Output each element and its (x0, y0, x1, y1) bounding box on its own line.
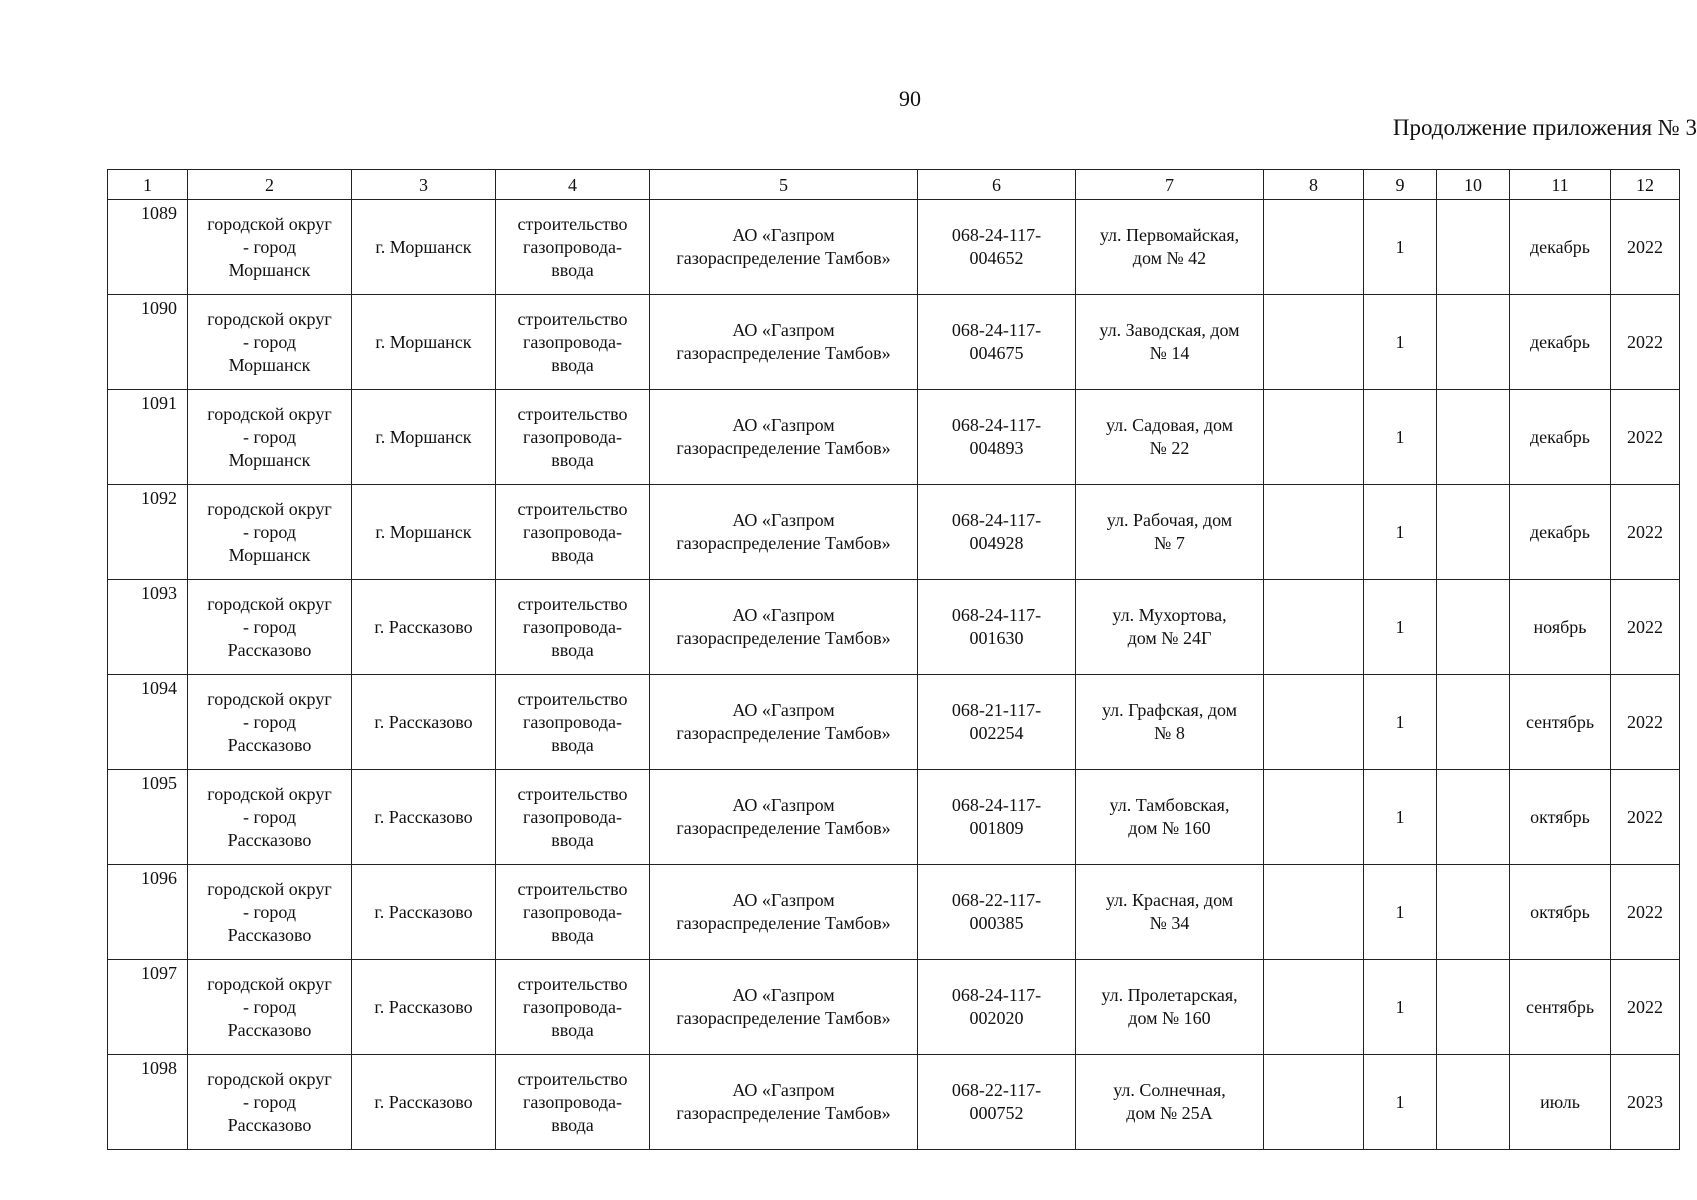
organization-cell-line: газораспределение Тамбов» (676, 248, 891, 268)
year-cell: 2022 (1611, 295, 1680, 390)
district-cell (188, 295, 352, 390)
address-cell-line: № 7 (1154, 533, 1185, 553)
address-cell (1076, 770, 1264, 865)
district-cell (188, 1055, 352, 1150)
year-cell: 2022 (1611, 770, 1680, 865)
column-header: 3 (352, 170, 496, 200)
work-type-cell-line: газопровода- (522, 616, 622, 637)
table-row (108, 295, 1680, 390)
month-cell: сентябрь (1510, 675, 1611, 770)
address-cell-line: дом № 24Г (1127, 628, 1212, 648)
district-cell-line: - город (242, 901, 297, 922)
organization-cell-line: АО «Газпром (732, 795, 835, 815)
work-type-cell-line: строительство (517, 783, 628, 804)
work-type-cell-line: ввода (551, 544, 594, 565)
object-code-cell-line: 068-21-117- (951, 700, 1042, 720)
record-number-cell: 1089 (108, 200, 188, 295)
column-8-cell (1264, 200, 1364, 295)
record-number-cell: 1091 (108, 390, 188, 485)
district-cell-line: Рассказово (227, 924, 312, 945)
district-cell-line: городской округ (207, 213, 332, 234)
year-cell: 2022 (1611, 200, 1680, 295)
district-cell-line: - город (242, 996, 297, 1017)
object-code-cell-line: 068-24-117- (951, 605, 1042, 625)
record-number-cell: 1097 (108, 960, 188, 1055)
organization-cell (650, 580, 918, 675)
month-cell: декабрь (1510, 200, 1611, 295)
year-cell: 2023 (1611, 1055, 1680, 1150)
column-header: 12 (1611, 170, 1680, 200)
address-cell-line: № 8 (1154, 723, 1185, 743)
address-cell (1076, 390, 1264, 485)
district-cell-line: - город (242, 711, 297, 732)
address-cell-line: ул. Тамбовская, (1109, 795, 1230, 815)
column-header: 4 (496, 170, 650, 200)
work-type-cell-line: газопровода- (522, 901, 622, 922)
address-cell-line: ул. Солнечная, (1113, 1080, 1226, 1100)
year-cell: 2022 (1611, 865, 1680, 960)
month-cell: декабрь (1510, 295, 1611, 390)
quantity-cell: 1 (1364, 390, 1437, 485)
address-cell-line: дом № 160 (1128, 1008, 1211, 1028)
work-type-cell-line: ввода (551, 734, 594, 755)
column-header: 5 (650, 170, 918, 200)
object-code-cell-line: 068-22-117- (951, 1080, 1042, 1100)
object-code-cell (918, 485, 1076, 580)
organization-cell-line: газораспределение Тамбов» (676, 343, 891, 363)
registry-table (107, 169, 1680, 1150)
district-cell (188, 960, 352, 1055)
object-code-cell-line: 068-24-117- (951, 415, 1042, 435)
city-cell: г. Моршанск (352, 485, 496, 580)
object-code-cell-line: 002020 (969, 1008, 1024, 1028)
district-cell-line: городской округ (207, 403, 332, 424)
year-cell: 2022 (1611, 675, 1680, 770)
object-code-cell (918, 1055, 1076, 1150)
address-cell (1076, 485, 1264, 580)
object-code-cell-line: 004652 (969, 248, 1024, 268)
object-code-cell-line: 068-24-117- (951, 225, 1042, 245)
object-code-cell (918, 200, 1076, 295)
district-cell-line: Моршанск (228, 259, 311, 280)
object-code-cell-line: 004928 (969, 533, 1024, 553)
district-cell-line: городской округ (207, 498, 332, 519)
object-code-cell-line: 001809 (969, 818, 1024, 838)
table-row (108, 960, 1680, 1055)
organization-cell-line: газораспределение Тамбов» (676, 1103, 891, 1123)
city-cell: г. Моршанск (352, 200, 496, 295)
work-type-cell-line: строительство (517, 1068, 628, 1089)
work-type-cell-line: ввода (551, 639, 594, 660)
quantity-cell: 1 (1364, 960, 1437, 1055)
address-cell-line: ул. Первомайская, (1099, 225, 1240, 245)
address-cell (1076, 865, 1264, 960)
quantity-cell: 1 (1364, 770, 1437, 865)
object-code-cell-line: 000385 (969, 913, 1024, 933)
year-cell: 2022 (1611, 485, 1680, 580)
district-cell (188, 200, 352, 295)
month-cell: октябрь (1510, 770, 1611, 865)
object-code-cell-line: 004675 (969, 343, 1024, 363)
district-cell-line: - город (242, 806, 297, 827)
column-header: 2 (188, 170, 352, 200)
city-cell: г. Рассказово (352, 1055, 496, 1150)
district-cell (188, 675, 352, 770)
organization-cell-line: газораспределение Тамбов» (676, 818, 891, 838)
object-code-cell-line: 002254 (969, 723, 1024, 743)
district-cell (188, 865, 352, 960)
object-code-cell (918, 580, 1076, 675)
work-type-cell-line: газопровода- (522, 996, 622, 1017)
work-type-cell-line: ввода (551, 1019, 594, 1040)
address-cell-line: ул. Графская, дом (1101, 700, 1238, 720)
organization-cell-line: газораспределение Тамбов» (676, 913, 891, 933)
column-8-cell (1264, 295, 1364, 390)
work-type-cell-line: газопровода- (522, 331, 622, 352)
organization-cell-line: газораспределение Тамбов» (676, 438, 891, 458)
address-cell-line: № 34 (1149, 913, 1190, 933)
quantity-cell: 1 (1364, 865, 1437, 960)
month-cell: октябрь (1510, 865, 1611, 960)
organization-cell-line: АО «Газпром (732, 415, 835, 435)
column-10-cell (1437, 580, 1510, 675)
table-row (108, 390, 1680, 485)
table-row (108, 1055, 1680, 1150)
work-type-cell-line: строительство (517, 973, 628, 994)
object-code-cell-line: 068-24-117- (951, 320, 1042, 340)
month-cell: декабрь (1510, 390, 1611, 485)
district-cell-line: городской округ (207, 308, 332, 329)
year-cell: 2022 (1611, 960, 1680, 1055)
district-cell-line: Рассказово (227, 1019, 312, 1040)
district-cell-line: городской округ (207, 593, 332, 614)
district-cell-line: Рассказово (227, 1114, 312, 1135)
address-cell-line: ул. Мухортова, (1112, 605, 1227, 625)
header-row (108, 170, 1680, 200)
work-type-cell (496, 675, 650, 770)
address-cell-line: ул. Красная, дом (1105, 890, 1234, 910)
organization-cell-line: газораспределение Тамбов» (676, 628, 891, 648)
organization-cell (650, 770, 918, 865)
object-code-cell (918, 390, 1076, 485)
district-cell-line: Моршанск (228, 544, 311, 565)
district-cell-line: городской округ (207, 1068, 332, 1089)
column-8-cell (1264, 1055, 1364, 1150)
district-cell-line: - город (242, 426, 297, 447)
district-cell-line: - город (242, 1091, 297, 1112)
record-number-cell: 1098 (108, 1055, 188, 1150)
work-type-cell (496, 580, 650, 675)
city-cell: г. Рассказово (352, 580, 496, 675)
address-cell-line: дом № 42 (1132, 248, 1207, 268)
address-cell (1076, 675, 1264, 770)
address-cell-line: ул. Рабочая, дом (1106, 510, 1233, 530)
organization-cell-line: АО «Газпром (732, 985, 835, 1005)
work-type-cell (496, 865, 650, 960)
organization-cell-line: газораспределение Тамбов» (676, 1008, 891, 1028)
district-cell-line: городской округ (207, 688, 332, 709)
address-cell (1076, 580, 1264, 675)
district-cell-line: Моршанск (228, 449, 311, 470)
organization-cell-line: АО «Газпром (732, 510, 835, 530)
address-cell (1076, 295, 1264, 390)
address-cell-line: дом № 25А (1126, 1103, 1213, 1123)
work-type-cell-line: строительство (517, 878, 628, 899)
work-type-cell (496, 485, 650, 580)
district-cell-line: - город (242, 616, 297, 637)
table-row (108, 485, 1680, 580)
organization-cell-line: АО «Газпром (732, 700, 835, 720)
organization-cell-line: АО «Газпром (732, 1080, 835, 1100)
record-number-cell: 1094 (108, 675, 188, 770)
object-code-cell (918, 295, 1076, 390)
work-type-cell-line: ввода (551, 449, 594, 470)
quantity-cell: 1 (1364, 580, 1437, 675)
column-8-cell (1264, 675, 1364, 770)
organization-cell-line: АО «Газпром (732, 320, 835, 340)
month-cell: сентябрь (1510, 960, 1611, 1055)
column-10-cell (1437, 675, 1510, 770)
column-10-cell (1437, 865, 1510, 960)
address-cell-line: № 14 (1149, 343, 1190, 363)
district-cell-line: - город (242, 236, 297, 257)
column-header: 9 (1364, 170, 1437, 200)
object-code-cell-line: 001630 (969, 628, 1024, 648)
organization-cell-line: газораспределение Тамбов» (676, 533, 891, 553)
record-number-cell: 1095 (108, 770, 188, 865)
work-type-cell-line: ввода (551, 1114, 594, 1135)
work-type-cell (496, 390, 650, 485)
district-cell-line: городской округ (207, 878, 332, 899)
column-header: 10 (1437, 170, 1510, 200)
table-row (108, 865, 1680, 960)
column-8-cell (1264, 390, 1364, 485)
object-code-cell (918, 865, 1076, 960)
work-type-cell-line: строительство (517, 498, 628, 519)
work-type-cell-line: газопровода- (522, 806, 622, 827)
column-10-cell (1437, 295, 1510, 390)
quantity-cell: 1 (1364, 675, 1437, 770)
object-code-cell-line: 004893 (969, 438, 1024, 458)
month-cell: декабрь (1510, 485, 1611, 580)
column-8-cell (1264, 865, 1364, 960)
record-number-cell: 1093 (108, 580, 188, 675)
object-code-cell (918, 675, 1076, 770)
organization-cell (650, 295, 918, 390)
record-number-cell: 1090 (108, 295, 188, 390)
object-code-cell-line: 068-22-117- (951, 890, 1042, 910)
district-cell (188, 485, 352, 580)
record-number-cell: 1096 (108, 865, 188, 960)
district-cell (188, 580, 352, 675)
column-header: 11 (1510, 170, 1611, 200)
work-type-cell-line: газопровода- (522, 236, 622, 257)
column-header: 1 (108, 170, 188, 200)
district-cell-line: - город (242, 521, 297, 542)
organization-cell (650, 675, 918, 770)
column-10-cell (1437, 485, 1510, 580)
address-cell-line: № 22 (1149, 438, 1190, 458)
organization-cell-line: АО «Газпром (732, 890, 835, 910)
column-10-cell (1437, 1055, 1510, 1150)
year-cell: 2022 (1611, 390, 1680, 485)
city-cell: г. Рассказово (352, 675, 496, 770)
address-cell-line: ул. Садовая, дом (1105, 415, 1234, 435)
city-cell: г. Рассказово (352, 960, 496, 1055)
work-type-cell-line: газопровода- (522, 1091, 622, 1112)
work-type-cell-line: строительство (517, 213, 628, 234)
column-10-cell (1437, 200, 1510, 295)
organization-cell-line: АО «Газпром (732, 605, 835, 625)
city-cell: г. Моршанск (352, 295, 496, 390)
organization-cell-line: газораспределение Тамбов» (676, 723, 891, 743)
city-cell: г. Рассказово (352, 865, 496, 960)
district-cell-line: городской округ (207, 783, 332, 804)
organization-cell (650, 390, 918, 485)
work-type-cell-line: газопровода- (522, 711, 622, 732)
district-cell (188, 390, 352, 485)
work-type-cell-line: газопровода- (522, 426, 622, 447)
organization-cell (650, 1055, 918, 1150)
district-cell (188, 770, 352, 865)
district-cell-line: - город (242, 331, 297, 352)
quantity-cell: 1 (1364, 485, 1437, 580)
column-8-cell (1264, 960, 1364, 1055)
work-type-cell (496, 1055, 650, 1150)
table-row (108, 770, 1680, 865)
work-type-cell-line: строительство (517, 593, 628, 614)
work-type-cell (496, 770, 650, 865)
organization-cell-line: АО «Газпром (732, 225, 835, 245)
organization-cell (650, 865, 918, 960)
work-type-cell-line: ввода (551, 829, 594, 850)
object-code-cell-line: 068-24-117- (951, 795, 1042, 815)
object-code-cell-line: 068-24-117- (951, 510, 1042, 530)
district-cell-line: Рассказово (227, 829, 312, 850)
record-number-cell: 1092 (108, 485, 188, 580)
object-code-cell-line: 000752 (969, 1103, 1024, 1123)
work-type-cell-line: строительство (517, 308, 628, 329)
address-cell (1076, 1055, 1264, 1150)
quantity-cell: 1 (1364, 200, 1437, 295)
organization-cell (650, 485, 918, 580)
table-body (108, 200, 1680, 1150)
quantity-cell: 1 (1364, 1055, 1437, 1150)
address-cell-line: ул. Заводская, дом (1099, 320, 1240, 340)
column-header: 8 (1264, 170, 1364, 200)
object-code-cell (918, 770, 1076, 865)
district-cell-line: городской округ (207, 973, 332, 994)
address-cell (1076, 200, 1264, 295)
column-10-cell (1437, 390, 1510, 485)
address-cell-line: ул. Пролетарская, (1101, 985, 1238, 1005)
object-code-cell (918, 960, 1076, 1055)
address-cell-line: дом № 160 (1128, 818, 1211, 838)
month-cell: ноябрь (1510, 580, 1611, 675)
column-10-cell (1437, 770, 1510, 865)
work-type-cell-line: ввода (551, 354, 594, 375)
organization-cell (650, 200, 918, 295)
work-type-cell (496, 200, 650, 295)
organization-cell (650, 960, 918, 1055)
district-cell-line: Рассказово (227, 639, 312, 660)
appendix-continuation: Продолжение приложения № 3 (1392, 115, 1697, 140)
work-type-cell-line: строительство (517, 403, 628, 424)
column-8-cell (1264, 485, 1364, 580)
district-cell-line: Рассказово (227, 734, 312, 755)
table-row (108, 200, 1680, 295)
work-type-cell (496, 295, 650, 390)
city-cell: г. Рассказово (352, 770, 496, 865)
address-cell (1076, 960, 1264, 1055)
city-cell: г. Моршанск (352, 390, 496, 485)
object-code-cell-line: 068-24-117- (951, 985, 1042, 1005)
quantity-cell: 1 (1364, 295, 1437, 390)
work-type-cell-line: газопровода- (522, 521, 622, 542)
work-type-cell-line: строительство (517, 688, 628, 709)
district-cell-line: Моршанск (228, 354, 311, 375)
column-header: 7 (1076, 170, 1264, 200)
month-cell: июль (1510, 1055, 1611, 1150)
table-row (108, 580, 1680, 675)
column-8-cell (1264, 580, 1364, 675)
work-type-cell (496, 960, 650, 1055)
table-row (108, 675, 1680, 770)
work-type-cell-line: ввода (551, 924, 594, 945)
work-type-cell-line: ввода (551, 259, 594, 280)
column-header: 6 (918, 170, 1076, 200)
column-8-cell (1264, 770, 1364, 865)
page-number: 90 (899, 86, 921, 111)
column-10-cell (1437, 960, 1510, 1055)
year-cell: 2022 (1611, 580, 1680, 675)
